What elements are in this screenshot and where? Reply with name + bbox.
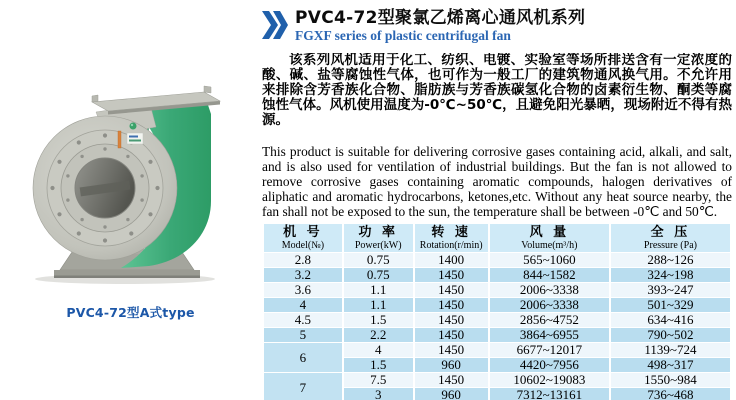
pressure-cell: 1550~984: [611, 373, 730, 387]
header-label-cn: 机 号: [283, 224, 323, 240]
rotation-cell: 1450: [415, 343, 488, 357]
spec-table-row: [264, 328, 730, 342]
volume-cell: 844~1582: [490, 268, 609, 282]
rotation-cell: 1450: [415, 373, 488, 387]
spec-table: [262, 223, 732, 400]
model-cell: 3.2: [264, 268, 342, 282]
pressure-cell: 288~126: [611, 253, 730, 267]
nameplate-label: [127, 133, 143, 144]
pressure-cell: 1139~724: [611, 343, 730, 357]
pressure-cell: 501~329: [611, 298, 730, 312]
header-label-cn: 转 速: [431, 224, 471, 240]
header-label-en: Pressure (Pa): [643, 239, 697, 251]
spec-table-row: [264, 253, 730, 267]
power-cell: 4: [344, 343, 413, 357]
intro-paragraph-en: This product is suitable for delivering corrosive gases containing acid, alkali, and salt, and is also used for ventilation of industrial buildings. But the fan is not allowed to remove corrosive gases containing aromatic compounds, halogen derivatives of aliphatic and aromatic hydrocarbons, ketones,etc. Without any heat source nearby, the fan shall not be exposed to the sun, the temperature shall be between -0℃ and 50℃.: [262, 144, 732, 220]
header-label-en: Power(kW): [354, 239, 402, 251]
pressure-cell: 498~317: [611, 358, 730, 372]
rotation-cell: 1450: [415, 328, 488, 342]
volume-cell: 7312~13161: [490, 388, 609, 400]
header-label-en: Rotation(r/min): [419, 239, 483, 251]
header-label-cn: 功 率: [358, 224, 398, 240]
spec-table-header-col2: [344, 224, 413, 252]
section-header: [262, 8, 732, 50]
fan-base-edge: [54, 276, 200, 279]
title-block: [295, 8, 585, 43]
volume-cell: 4420~7956: [490, 358, 609, 372]
double-chevron-icon: [262, 10, 288, 40]
power-cell: 7.5: [344, 373, 413, 387]
power-cell: 0.75: [344, 253, 413, 267]
image-caption: PVC4-72型A式type: [66, 305, 195, 320]
power-cell: 3: [344, 388, 413, 400]
header-label-cn: 风 量: [529, 224, 570, 240]
header-label-cn: 全 压: [650, 224, 691, 240]
header-label-en: Volume(m³/h): [521, 239, 578, 251]
rotation-cell: 1400: [415, 253, 488, 267]
volume-cell: 6677~12017: [490, 343, 609, 357]
thermometer-strip: [118, 131, 121, 148]
spec-table-header-col1: [264, 224, 342, 252]
spec-table-row: [264, 313, 730, 327]
model-cell: 5: [264, 328, 342, 342]
intro-paragraph-cn: 该系列风机适用于化工、纺织、电镀、实验室等场所排送含有一定浓度的酸、碱、盐等腐蚀性气体，也可作为一般工厂的建筑物通风换气用。不允许用来排除含芳香族化合物、脂肪族与芳香族碳氢化合物的卤素衍生物、酮类等腐蚀性气体。风机使用温度为-0℃~50℃，且避免阳光暴晒，现场附近不得有热源。: [262, 53, 732, 128]
power-cell: 1.5: [344, 358, 413, 372]
volume-cell: 2006~3338: [490, 298, 609, 312]
model-cell: 2.8: [264, 253, 342, 267]
volume-cell: 565~1060: [490, 253, 609, 267]
fan-product-image: [8, 56, 248, 301]
model-cell: 3.6: [264, 283, 342, 297]
header-label-en: Model(№): [281, 239, 325, 251]
nameplate-text-line2: [129, 140, 141, 142]
model-cell: 4: [264, 298, 342, 312]
model-cell: 4.5: [264, 313, 342, 327]
spec-table-header-col4: [490, 224, 609, 252]
brand-logo-highlight: [131, 124, 133, 126]
page-title: PVC4-72型聚氯乙烯离心通风机系列: [295, 8, 586, 28]
spec-table-row: [264, 298, 730, 312]
pressure-cell: 393~247: [611, 283, 730, 297]
spec-table-row: [264, 268, 730, 282]
model-cell: 6: [264, 343, 342, 372]
pressure-cell: 790~502: [611, 328, 730, 342]
content-column: [262, 8, 732, 400]
rotation-cell: 960: [415, 358, 488, 372]
spec-table-row: [264, 283, 730, 297]
spec-table-header-col5: [611, 224, 730, 252]
fan-flange-lip-left: [92, 95, 98, 102]
spec-table-row: [264, 343, 730, 357]
rotation-cell: 1450: [415, 313, 488, 327]
fan-flange-lip-right: [204, 86, 211, 93]
brand-logo-sticker: [130, 123, 137, 130]
volume-cell: 2856~4752: [490, 313, 609, 327]
volume-cell: 10602~19083: [490, 373, 609, 387]
power-cell: 0.75: [344, 268, 413, 282]
page-subtitle: FGXF series of plastic centrifugal fan: [295, 28, 511, 43]
fan-base-plate: [54, 270, 200, 276]
volume-cell: 2006~3338: [490, 283, 609, 297]
model-cell: 7: [264, 373, 342, 400]
rotation-cell: 960: [415, 388, 488, 400]
power-cell: 2.2: [344, 328, 413, 342]
centrifugal-fan-illustration: [8, 56, 248, 301]
spec-table-row: [264, 373, 730, 387]
rotation-cell: 1450: [415, 283, 488, 297]
pressure-cell: 324~198: [611, 268, 730, 282]
spec-table-header-col3: [415, 224, 488, 252]
volume-cell: 3864~6955: [490, 328, 609, 342]
nameplate-text-line1: [129, 136, 138, 138]
power-cell: 1.1: [344, 283, 413, 297]
pressure-cell: 634~416: [611, 313, 730, 327]
power-cell: 1.1: [344, 298, 413, 312]
spec-table-header-row: [264, 224, 730, 252]
rotation-cell: 1450: [415, 268, 488, 282]
pressure-cell: 736~468: [611, 388, 730, 400]
power-cell: 1.5: [344, 313, 413, 327]
rotation-cell: 1450: [415, 298, 488, 312]
